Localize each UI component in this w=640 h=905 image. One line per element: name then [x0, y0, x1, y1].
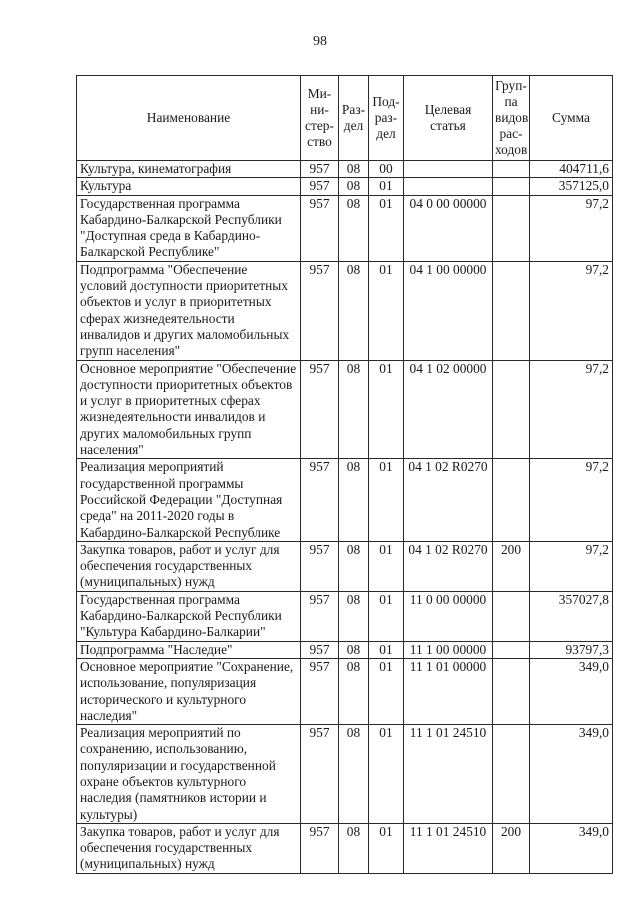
- cell-sum: 97,2: [530, 261, 613, 360]
- header-ministry: Ми- ни- стер- ство: [301, 76, 339, 161]
- cell-sum: 349,0: [530, 725, 613, 824]
- table-row: [77, 591, 613, 641]
- cell-name: Культура, кинематография: [77, 161, 301, 178]
- cell-group: [493, 195, 530, 261]
- cell-target: 04 1 02 R0270: [404, 541, 493, 591]
- cell-section: 08: [339, 725, 369, 824]
- cell-group: [493, 178, 530, 195]
- table-row: [77, 261, 613, 360]
- table-row: [77, 178, 613, 195]
- cell-section: 08: [339, 360, 369, 459]
- cell-name: Основное мероприятие "Сохранение, использование, популяризация исторического и культурного наследия": [77, 658, 301, 724]
- cell-sum: 404711,6: [530, 161, 613, 178]
- cell-target: 11 1 01 00000: [404, 658, 493, 724]
- cell-name: Государственная программа Кабардино-Балкарской Республики "Доступная среда в Кабардино-Балкарской Республике": [77, 195, 301, 261]
- table-row: [77, 823, 613, 873]
- cell-subsection: 01: [369, 360, 404, 459]
- cell-name: Реализация мероприятий по сохранению, использованию, популяризации и государственной охране объектов культурного наследия (памятников истории и культуры): [77, 725, 301, 824]
- table-row: [77, 360, 613, 459]
- cell-ministry: 957: [301, 641, 339, 658]
- cell-subsection: 01: [369, 823, 404, 873]
- cell-sum: 357027,8: [530, 591, 613, 641]
- cell-target: 11 1 01 24510: [404, 725, 493, 824]
- cell-ministry: 957: [301, 591, 339, 641]
- cell-target: 04 1 02 00000: [404, 360, 493, 459]
- cell-sum: 97,2: [530, 541, 613, 591]
- cell-section: 08: [339, 261, 369, 360]
- header-sum: Сумма: [530, 76, 613, 161]
- cell-section: 08: [339, 459, 369, 541]
- table-header-row: [77, 76, 613, 161]
- cell-ministry: 957: [301, 823, 339, 873]
- cell-group: [493, 725, 530, 824]
- table-row: [77, 641, 613, 658]
- cell-ministry: 957: [301, 360, 339, 459]
- cell-ministry: 957: [301, 459, 339, 541]
- cell-group: [493, 459, 530, 541]
- cell-name: Подпрограмма "Наследие": [77, 641, 301, 658]
- cell-group: 200: [493, 541, 530, 591]
- cell-group: [493, 161, 530, 178]
- cell-name: Подпрограмма "Обеспечение условий доступности приоритетных объектов и услуг в приоритетных сферах жизнедеятельности инвалидов и других маломобильных групп населения": [77, 261, 301, 360]
- cell-group: [493, 360, 530, 459]
- cell-section: 08: [339, 658, 369, 724]
- cell-subsection: 01: [369, 725, 404, 824]
- budget-table: [76, 75, 613, 874]
- header-group: Груп- па видов рас- ходов: [493, 76, 530, 161]
- cell-section: 08: [339, 541, 369, 591]
- cell-name: Реализация мероприятий государственной программы Российской Федерации "Доступная среда" на 2011-2020 годы в Кабардино-Балкарской Республике: [77, 459, 301, 541]
- cell-target: 04 1 02 R0270: [404, 459, 493, 541]
- header-section: Раз- дел: [339, 76, 369, 161]
- cell-target: 11 1 00 00000: [404, 641, 493, 658]
- page-number: 98: [313, 34, 327, 49]
- cell-target: [404, 178, 493, 195]
- cell-group: [493, 658, 530, 724]
- cell-section: 08: [339, 178, 369, 195]
- cell-section: 08: [339, 641, 369, 658]
- cell-group: [493, 641, 530, 658]
- cell-section: 08: [339, 195, 369, 261]
- cell-ministry: 957: [301, 725, 339, 824]
- table-row: [77, 541, 613, 591]
- cell-ministry: 957: [301, 658, 339, 724]
- cell-subsection: 01: [369, 658, 404, 724]
- cell-group: 200: [493, 823, 530, 873]
- cell-name: Закупка товаров, работ и услуг для обеспечения государственных (муниципальных) нужд: [77, 823, 301, 873]
- cell-ministry: 957: [301, 161, 339, 178]
- table-row: [77, 161, 613, 178]
- header-name: Наименование: [77, 76, 301, 161]
- cell-name: Основное мероприятие "Обеспечение доступности приоритетных объектов и услуг в приоритетных сферах жизнедеятельности инвалидов и других маломобильных групп населения": [77, 360, 301, 459]
- table-row: [77, 195, 613, 261]
- cell-sum: 357125,0: [530, 178, 613, 195]
- cell-name: Закупка товаров, работ и услуг для обеспечения государственных (муниципальных) нужд: [77, 541, 301, 591]
- cell-subsection: 01: [369, 641, 404, 658]
- cell-sum: 97,2: [530, 459, 613, 541]
- cell-section: 08: [339, 823, 369, 873]
- cell-sum: 93797,3: [530, 641, 613, 658]
- cell-ministry: 957: [301, 541, 339, 591]
- cell-subsection: 01: [369, 195, 404, 261]
- cell-sum: 349,0: [530, 658, 613, 724]
- cell-group: [493, 591, 530, 641]
- cell-name: Государственная программа Кабардино-Балкарской Республики "Культура Кабардино-Балкарии": [77, 591, 301, 641]
- table-row: [77, 459, 613, 541]
- table-row: [77, 725, 613, 824]
- cell-section: 08: [339, 161, 369, 178]
- cell-target: 04 0 00 00000: [404, 195, 493, 261]
- cell-sum: 97,2: [530, 195, 613, 261]
- cell-subsection: 01: [369, 261, 404, 360]
- cell-subsection: 01: [369, 178, 404, 195]
- cell-ministry: 957: [301, 195, 339, 261]
- cell-section: 08: [339, 591, 369, 641]
- cell-target: 11 1 01 24510: [404, 823, 493, 873]
- cell-group: [493, 261, 530, 360]
- cell-target: 04 1 00 00000: [404, 261, 493, 360]
- cell-ministry: 957: [301, 178, 339, 195]
- cell-sum: 349,0: [530, 823, 613, 873]
- cell-ministry: 957: [301, 261, 339, 360]
- header-subsection: Под- раз- дел: [369, 76, 404, 161]
- cell-target: [404, 161, 493, 178]
- table-row: [77, 658, 613, 724]
- cell-subsection: 01: [369, 459, 404, 541]
- cell-target: 11 0 00 00000: [404, 591, 493, 641]
- cell-sum: 97,2: [530, 360, 613, 459]
- cell-subsection: 00: [369, 161, 404, 178]
- header-target: Целевая статья: [404, 76, 493, 161]
- cell-subsection: 01: [369, 541, 404, 591]
- cell-name: Культура: [77, 178, 301, 195]
- cell-subsection: 01: [369, 591, 404, 641]
